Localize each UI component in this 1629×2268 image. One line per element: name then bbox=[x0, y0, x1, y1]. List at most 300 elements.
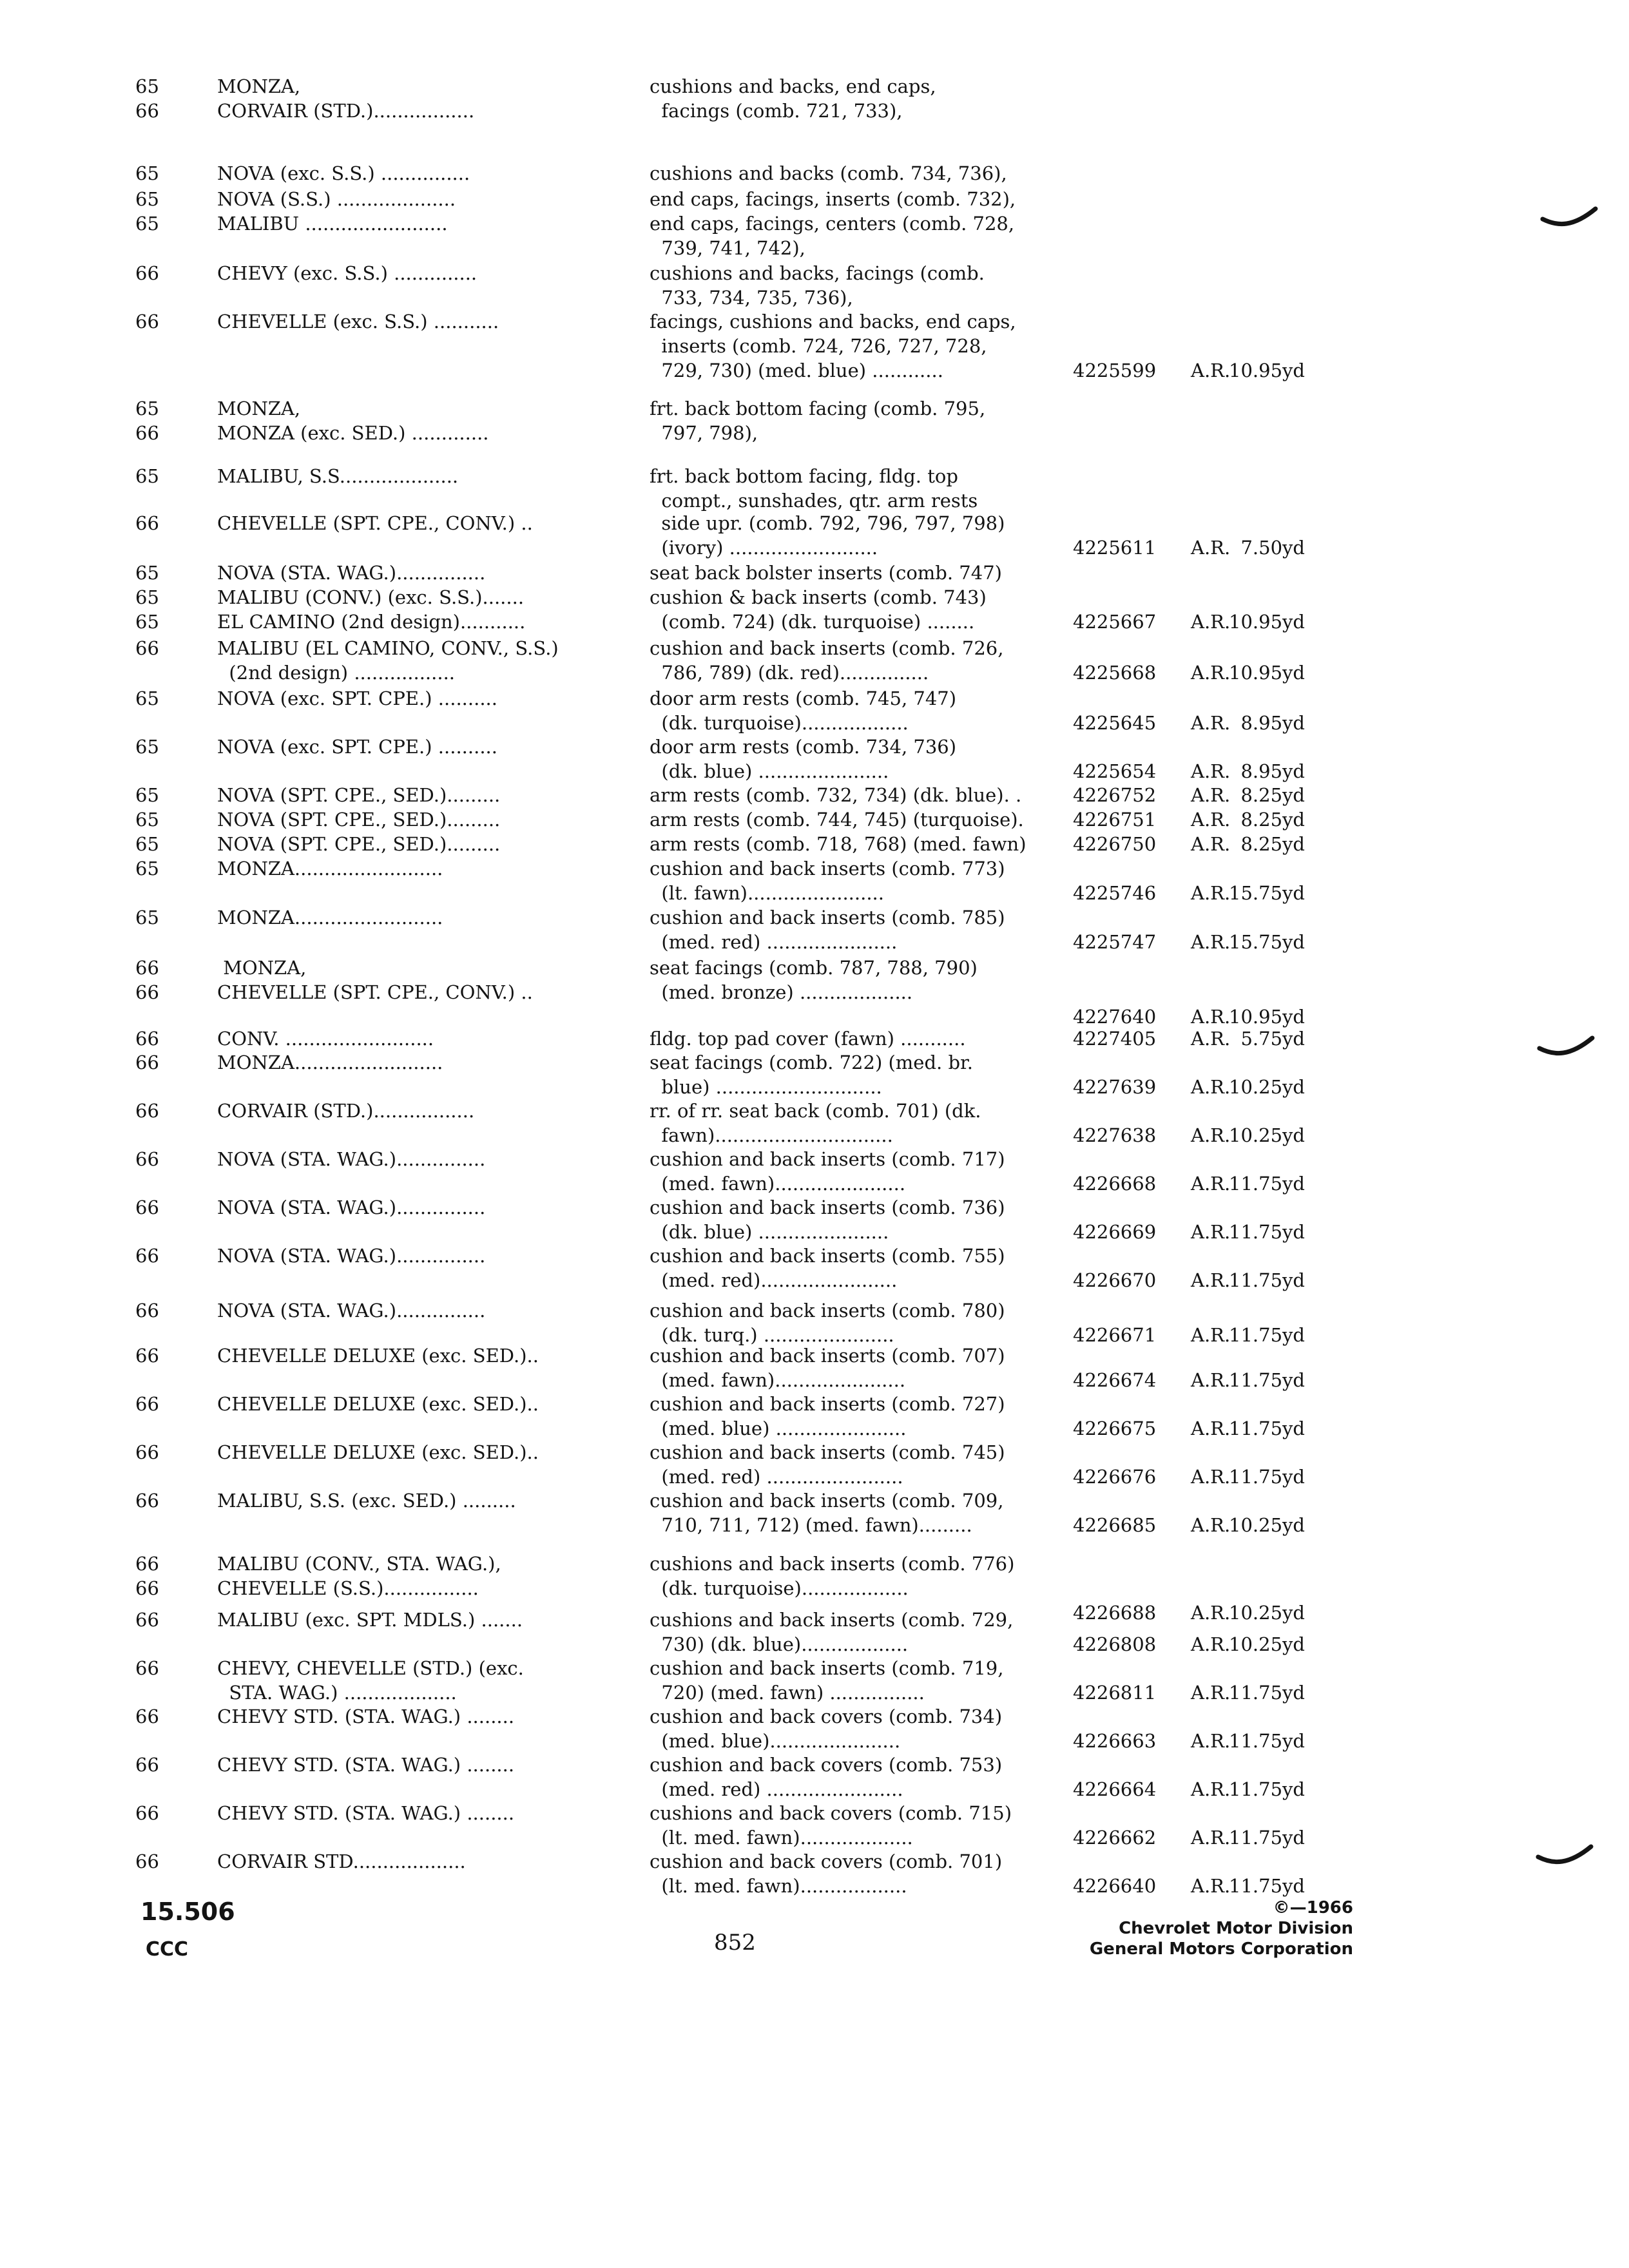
model-cell-line: CHEVY, CHEVELLE (STD.) (exc. bbox=[217, 1657, 524, 1679]
price: 11.75yd bbox=[1229, 1778, 1305, 1800]
part-number: 4226751 bbox=[1073, 809, 1157, 831]
description-cell bbox=[650, 1195, 1062, 1244]
year-cell-line: 66 bbox=[135, 1345, 159, 1367]
price: 15.75yd bbox=[1229, 882, 1305, 904]
model-cell-line: CHEVELLE DELUXE (exc. SED.).. bbox=[217, 1441, 539, 1463]
description-cell-line: (dk. turquoise).................. bbox=[650, 1577, 909, 1599]
year-cell bbox=[135, 1244, 193, 1268]
year-cell bbox=[135, 396, 193, 445]
description-cell-line: blue) ............................ bbox=[650, 1076, 882, 1098]
model-cell bbox=[217, 686, 604, 711]
quantity: A.R. bbox=[1191, 1875, 1231, 1897]
description-cell-line: cushion and back inserts (comb. 717) bbox=[650, 1148, 1005, 1170]
description-cell bbox=[650, 585, 1062, 610]
description-cell-line: 739, 741, 742), bbox=[650, 237, 805, 259]
price: 11.75yd bbox=[1229, 1682, 1305, 1704]
price: 11.75yd bbox=[1229, 1221, 1305, 1243]
year-cell bbox=[135, 1608, 193, 1632]
price: 10.95yd bbox=[1229, 360, 1305, 381]
description-cell bbox=[650, 735, 1062, 783]
model-cell bbox=[217, 561, 604, 585]
description-cell bbox=[650, 74, 1062, 123]
description-cell bbox=[650, 905, 1062, 954]
model-cell-line: CHEVY STD. (STA. WAG.) ........ bbox=[217, 1754, 515, 1776]
part-number: 4226664 bbox=[1073, 1778, 1157, 1800]
quantity: A.R. bbox=[1191, 1076, 1231, 1098]
year-cell bbox=[135, 161, 193, 186]
year-cell bbox=[135, 74, 193, 123]
description-cell-line: fldg. top pad cover (fawn) ........... bbox=[650, 1028, 966, 1050]
part-number: 4225746 bbox=[1073, 882, 1157, 904]
part-number: 4226668 bbox=[1073, 1173, 1157, 1195]
model-cell bbox=[217, 1608, 604, 1632]
model-cell-line: MONZA......................... bbox=[217, 858, 443, 879]
model-cell bbox=[217, 1050, 604, 1075]
year-cell bbox=[135, 905, 193, 930]
model-cell bbox=[217, 1244, 604, 1268]
model-cell bbox=[217, 1704, 604, 1729]
description-cell-line: cushion and back inserts (comb. 785) bbox=[650, 907, 1005, 928]
check-tick-mark-icon bbox=[1540, 205, 1598, 231]
year-cell-line: 66 bbox=[135, 1052, 159, 1073]
model-cell-line: CHEVELLE (S.S.)................ bbox=[217, 1577, 479, 1599]
year-cell-line: 65 bbox=[135, 611, 159, 633]
description-cell-line: 720) (med. fawn) ................ bbox=[650, 1682, 925, 1704]
price: 10.25yd bbox=[1229, 1124, 1305, 1146]
description-cell-line: (med. red)....................... bbox=[650, 1269, 898, 1291]
year-cell-line: 66 bbox=[135, 1850, 159, 1872]
part-number: 4226752 bbox=[1073, 784, 1157, 806]
quantity: A.R. bbox=[1191, 1682, 1231, 1704]
price: 11.75yd bbox=[1229, 1369, 1305, 1391]
description-cell-line: cushion and back inserts (comb. 707) bbox=[650, 1345, 1005, 1367]
quantity: A.R. bbox=[1191, 360, 1231, 381]
description-cell-line: (med. blue) ...................... bbox=[650, 1418, 907, 1439]
description-cell-line: (med. red) ....................... bbox=[650, 1466, 903, 1488]
description-cell-line: inserts (comb. 724, 726, 727, 728, bbox=[650, 335, 987, 357]
quantity: A.R. bbox=[1191, 784, 1231, 806]
year-cell bbox=[135, 610, 193, 634]
description-cell-line: (dk. turquoise).................. bbox=[650, 712, 909, 734]
description-cell-line: cushion and back inserts (comb. 726, bbox=[650, 637, 1004, 659]
description-cell-line: (comb. 724) (dk. turquoise) ........ bbox=[650, 611, 975, 633]
model-cell bbox=[217, 1849, 604, 1874]
year-cell bbox=[135, 1488, 193, 1513]
year-cell bbox=[135, 1099, 193, 1123]
year-cell bbox=[135, 1801, 193, 1825]
model-cell-line: MALIBU ........................ bbox=[217, 213, 448, 235]
model-cell-line: MONZA (exc. SED.) ............. bbox=[217, 422, 489, 444]
price: 11.75yd bbox=[1229, 1418, 1305, 1439]
model-cell-line: CHEVELLE (SPT. CPE., CONV.) .. bbox=[217, 512, 533, 534]
model-cell-line: NOVA (exc. SPT. CPE.) .......... bbox=[217, 736, 497, 758]
description-cell-line: cushion and back inserts (comb. 719, bbox=[650, 1657, 1004, 1679]
year-cell bbox=[135, 1195, 193, 1220]
price: 11.75yd bbox=[1229, 1269, 1305, 1291]
description-cell-line: cushion and back inserts (comb. 727) bbox=[650, 1393, 1005, 1415]
description-cell bbox=[650, 1244, 1062, 1293]
year-cell-line: 66 bbox=[135, 1148, 159, 1170]
description-cell-line: (med. red) ....................... bbox=[650, 1778, 903, 1800]
year-cell bbox=[135, 211, 193, 236]
model-cell-line: MONZA......................... bbox=[217, 1052, 443, 1073]
description-cell bbox=[650, 161, 1062, 186]
model-cell bbox=[217, 464, 604, 488]
year-cell bbox=[135, 1849, 193, 1874]
price: 15.75yd bbox=[1229, 931, 1305, 953]
quantity: A.R. bbox=[1191, 882, 1231, 904]
year-cell bbox=[135, 261, 193, 285]
model-cell-line: NOVA (SPT. CPE., SED.)......... bbox=[217, 809, 501, 831]
description-cell bbox=[650, 1801, 1062, 1850]
model-cell-line: MALIBU (CONV., STA. WAG.), bbox=[217, 1553, 501, 1575]
part-number: 4225611 bbox=[1073, 537, 1157, 559]
year-cell bbox=[135, 464, 193, 488]
description-cell-line: 797, 798), bbox=[650, 422, 758, 444]
year-cell bbox=[135, 956, 193, 1004]
description-cell bbox=[650, 1343, 1062, 1392]
part-number: 4226685 bbox=[1073, 1514, 1157, 1536]
quantity: A.R. bbox=[1191, 1269, 1231, 1291]
part-number: 4225645 bbox=[1073, 712, 1157, 734]
year-cell bbox=[135, 187, 193, 211]
model-cell-line: MONZA, bbox=[217, 398, 301, 419]
part-number: 4226675 bbox=[1073, 1418, 1157, 1439]
description-cell-line: 729, 730) (med. blue) ............ bbox=[650, 360, 943, 381]
part-number: 4227638 bbox=[1073, 1124, 1157, 1146]
year-cell-line: 66 bbox=[135, 1196, 159, 1218]
description-cell-line: 730) (dk. blue).................. bbox=[650, 1633, 909, 1655]
part-number: 4225747 bbox=[1073, 931, 1157, 953]
copyright-block bbox=[1031, 1898, 1353, 1959]
description-cell-line: end caps, facings, inserts (comb. 732), bbox=[650, 188, 1016, 210]
part-number: 4226808 bbox=[1073, 1633, 1157, 1655]
model-cell bbox=[217, 309, 604, 334]
description-cell bbox=[650, 511, 1062, 560]
year-cell-line: 66 bbox=[135, 1802, 159, 1824]
year-cell-line: 65 bbox=[135, 465, 159, 487]
model-cell bbox=[217, 211, 604, 236]
year-cell-line: 65 bbox=[135, 586, 159, 608]
year-cell-line: 66 bbox=[135, 957, 159, 979]
year-cell-line: 65 bbox=[135, 858, 159, 879]
part-number: 4226671 bbox=[1073, 1324, 1157, 1346]
description-cell-line: cushions and backs (comb. 734, 736), bbox=[650, 162, 1007, 184]
part-number: 4225667 bbox=[1073, 611, 1157, 633]
part-number: 4225654 bbox=[1073, 760, 1157, 782]
part-number: 4226676 bbox=[1073, 1466, 1157, 1488]
description-cell bbox=[650, 807, 1062, 832]
description-cell-line: cushion and back inserts (comb. 736) bbox=[650, 1196, 1005, 1218]
model-cell-line: NOVA (SPT. CPE., SED.)......... bbox=[217, 784, 501, 806]
description-cell-line: (med. fawn)...................... bbox=[650, 1369, 906, 1391]
price: 5.75yd bbox=[1240, 1028, 1305, 1050]
quantity: A.R. bbox=[1191, 1633, 1231, 1655]
description-cell bbox=[650, 1298, 1062, 1347]
catalog-code: CCC bbox=[146, 1938, 189, 1961]
year-cell-line: 66 bbox=[135, 1657, 159, 1679]
quantity: A.R. bbox=[1191, 931, 1231, 953]
part-number: 4226640 bbox=[1073, 1875, 1157, 1897]
description-cell-line: fawn).............................. bbox=[650, 1124, 893, 1146]
description-cell bbox=[650, 187, 1062, 211]
part-number: 4226750 bbox=[1073, 833, 1157, 855]
description-cell bbox=[650, 956, 1062, 1004]
year-cell-line: 65 bbox=[135, 784, 159, 806]
year-cell-line: 66 bbox=[135, 512, 159, 534]
description-cell bbox=[650, 1704, 1062, 1753]
model-cell bbox=[217, 610, 604, 634]
year-cell-line: 66 bbox=[135, 422, 159, 444]
price: 10.25yd bbox=[1229, 1514, 1305, 1536]
description-cell-line: side upr. (comb. 792, 796, 797, 798) bbox=[650, 512, 1005, 534]
year-cell-line: 66 bbox=[135, 1490, 159, 1512]
part-number: 4226688 bbox=[1073, 1602, 1157, 1624]
year-cell-line: 66 bbox=[135, 1609, 159, 1631]
description-cell bbox=[650, 396, 1062, 445]
description-cell-line: seat back bolster inserts (comb. 747) bbox=[650, 562, 1002, 584]
description-cell-line: cushion and back covers (comb. 701) bbox=[650, 1850, 1003, 1872]
year-cell-line: 66 bbox=[135, 1028, 159, 1050]
description-cell-line: (med. bronze) ................... bbox=[650, 981, 913, 1003]
description-cell bbox=[650, 1099, 1062, 1148]
model-cell-line: CORVAIR (STD.)................. bbox=[217, 100, 475, 122]
year-cell bbox=[135, 636, 193, 660]
description-cell bbox=[650, 261, 1062, 310]
year-cell bbox=[135, 807, 193, 832]
model-cell-line: CHEVY STD. (STA. WAG.) ........ bbox=[217, 1802, 515, 1824]
description-cell bbox=[650, 1608, 1062, 1657]
description-cell-line: (med. red) ...................... bbox=[650, 931, 898, 953]
quantity: A.R. bbox=[1191, 1369, 1231, 1391]
description-cell-line: (lt. med. fawn).................. bbox=[650, 1875, 907, 1897]
model-cell-line: NOVA (exc. S.S.) ............... bbox=[217, 162, 470, 184]
description-cell-line: (dk. turq.) ...................... bbox=[650, 1324, 894, 1346]
quantity: A.R. bbox=[1191, 1324, 1231, 1346]
description-cell-line: (med. fawn)...................... bbox=[650, 1173, 906, 1195]
model-cell-line: MALIBU (exc. SPT. MDLS.) ....... bbox=[217, 1609, 523, 1631]
year-cell bbox=[135, 735, 193, 759]
model-cell-line: MALIBU (CONV.) (exc. S.S.)....... bbox=[217, 586, 525, 608]
quantity: A.R. bbox=[1191, 611, 1231, 633]
model-cell-line: CORVAIR STD................... bbox=[217, 1850, 466, 1872]
year-cell-line: 66 bbox=[135, 1300, 159, 1321]
description-cell-line: cushion and back inserts (comb. 773) bbox=[650, 858, 1005, 879]
model-cell bbox=[217, 783, 604, 807]
quantity: A.R. bbox=[1191, 1514, 1231, 1536]
model-cell-line: NOVA (S.S.) .................... bbox=[217, 188, 456, 210]
model-cell bbox=[217, 1753, 604, 1777]
quantity: A.R. bbox=[1191, 1418, 1231, 1439]
price: 10.95yd bbox=[1229, 611, 1305, 633]
check-tick-mark-icon bbox=[1536, 1843, 1594, 1869]
year-cell bbox=[135, 832, 193, 856]
year-cell bbox=[135, 1753, 193, 1777]
year-cell-line: 65 bbox=[135, 736, 159, 758]
year-cell-line: 65 bbox=[135, 687, 159, 709]
model-cell-line: MONZA, bbox=[217, 957, 307, 979]
year-cell bbox=[135, 1440, 193, 1465]
part-number: 4226663 bbox=[1073, 1730, 1157, 1752]
part-number: 4225668 bbox=[1073, 662, 1157, 684]
model-cell bbox=[217, 856, 604, 881]
description-cell-line: arm rests (comb. 718, 768) (med. fawn) bbox=[650, 833, 1027, 855]
model-cell-line: CHEVELLE (SPT. CPE., CONV.) .. bbox=[217, 981, 533, 1003]
price: 11.75yd bbox=[1229, 1730, 1305, 1752]
year-cell bbox=[135, 783, 193, 807]
year-cell bbox=[135, 686, 193, 711]
year-cell-line: 65 bbox=[135, 75, 159, 97]
model-cell bbox=[217, 1026, 604, 1051]
description-cell-line: cushion and back inserts (comb. 780) bbox=[650, 1300, 1005, 1321]
check-tick-mark-icon bbox=[1537, 1034, 1595, 1060]
quantity: A.R. bbox=[1191, 760, 1231, 782]
quantity: A.R. bbox=[1191, 1124, 1231, 1146]
year-cell-line: 66 bbox=[135, 1553, 159, 1575]
quantity: A.R. bbox=[1191, 1827, 1231, 1849]
quantity: A.R. bbox=[1191, 537, 1231, 559]
description-cell bbox=[650, 1392, 1062, 1441]
quantity: A.R. bbox=[1191, 1221, 1231, 1243]
description-cell-line: arm rests (comb. 744, 745) (turquoise). bbox=[650, 809, 1024, 831]
model-cell-line: NOVA (STA. WAG.)............... bbox=[217, 562, 486, 584]
model-cell bbox=[217, 396, 604, 445]
model-cell bbox=[217, 956, 604, 1004]
year-cell bbox=[135, 561, 193, 585]
model-cell-line: CHEVELLE DELUXE (exc. SED.).. bbox=[217, 1345, 539, 1367]
description-cell bbox=[650, 832, 1062, 856]
price: 11.75yd bbox=[1229, 1466, 1305, 1488]
year-cell-line: 65 bbox=[135, 907, 159, 928]
year-cell-line: 65 bbox=[135, 188, 159, 210]
model-cell-line: CHEVY STD. (STA. WAG.) ........ bbox=[217, 1706, 515, 1727]
model-cell bbox=[217, 1298, 604, 1323]
year-cell bbox=[135, 1050, 193, 1075]
model-cell-line: NOVA (exc. SPT. CPE.) .......... bbox=[217, 687, 497, 709]
model-cell-line: CHEVELLE DELUXE (exc. SED.).. bbox=[217, 1393, 539, 1415]
year-cell-line: 66 bbox=[135, 1577, 159, 1599]
part-number: 4226669 bbox=[1073, 1221, 1157, 1243]
price: 10.95yd bbox=[1229, 662, 1305, 684]
price: 10.95yd bbox=[1229, 1006, 1305, 1028]
description-cell-line: cushion and back inserts (comb. 755) bbox=[650, 1245, 1005, 1267]
year-cell-line: 66 bbox=[135, 100, 159, 122]
year-cell bbox=[135, 585, 193, 610]
quantity: A.R. bbox=[1191, 1466, 1231, 1488]
part-number: 4226674 bbox=[1073, 1369, 1157, 1391]
model-cell bbox=[217, 511, 604, 535]
description-cell bbox=[650, 1488, 1062, 1537]
quantity: A.R. bbox=[1191, 1006, 1231, 1028]
price: 10.25yd bbox=[1229, 1633, 1305, 1655]
model-cell bbox=[217, 1392, 604, 1416]
model-cell bbox=[217, 905, 604, 930]
description-cell-line: (dk. blue) ...................... bbox=[650, 760, 889, 782]
description-cell bbox=[650, 1849, 1062, 1898]
price: 8.25yd bbox=[1240, 809, 1305, 831]
model-cell-line: CONV. ......................... bbox=[217, 1028, 434, 1050]
description-cell-line: facings, cushions and backs, end caps, bbox=[650, 311, 1016, 332]
description-cell-line: seat facings (comb. 787, 788, 790) bbox=[650, 957, 978, 979]
quantity: A.R. bbox=[1191, 1028, 1231, 1050]
part-number: 4226662 bbox=[1073, 1827, 1157, 1849]
model-cell-line: NOVA (STA. WAG.)............... bbox=[217, 1245, 486, 1267]
year-cell-line: 66 bbox=[135, 1100, 159, 1122]
description-cell bbox=[650, 636, 1062, 685]
description-cell bbox=[650, 1440, 1062, 1489]
description-cell-line: facings (comb. 721, 733), bbox=[650, 100, 903, 122]
model-cell-line: CHEVY (exc. S.S.) .............. bbox=[217, 262, 477, 284]
description-cell-line: seat facings (comb. 722) (med. br. bbox=[650, 1052, 973, 1073]
description-cell bbox=[650, 1050, 1062, 1099]
model-cell bbox=[217, 261, 604, 285]
description-cell bbox=[650, 1656, 1062, 1705]
model-cell-line: NOVA (STA. WAG.)............... bbox=[217, 1148, 486, 1170]
description-cell bbox=[650, 464, 1062, 513]
model-cell bbox=[217, 161, 604, 186]
description-cell-line: rr. of rr. seat back (comb. 701) (dk. bbox=[650, 1100, 981, 1122]
year-cell bbox=[135, 1298, 193, 1323]
year-cell-line: 65 bbox=[135, 398, 159, 419]
description-cell-line: (ivory) ......................... bbox=[650, 537, 878, 559]
price: 8.25yd bbox=[1240, 833, 1305, 855]
description-cell-line: frt. back bottom facing (comb. 795, bbox=[650, 398, 986, 419]
description-cell bbox=[650, 309, 1062, 383]
description-cell-line: (lt. med. fawn)................... bbox=[650, 1827, 913, 1849]
description-cell-line: cushions and backs, facings (comb. bbox=[650, 262, 985, 284]
year-cell-line: 66 bbox=[135, 981, 159, 1003]
year-cell bbox=[135, 1147, 193, 1171]
year-cell-line: 66 bbox=[135, 1754, 159, 1776]
price: 7.50yd bbox=[1240, 537, 1305, 559]
description-cell-line: (lt. fawn)....................... bbox=[650, 882, 884, 904]
description-cell bbox=[650, 211, 1062, 260]
year-cell-line: 66 bbox=[135, 1245, 159, 1267]
model-cell-line: STA. WAG.) ................... bbox=[217, 1682, 457, 1704]
price: 11.75yd bbox=[1229, 1875, 1305, 1897]
description-cell bbox=[650, 610, 1062, 634]
model-cell bbox=[217, 1147, 604, 1171]
year-cell-line: 65 bbox=[135, 213, 159, 235]
model-cell bbox=[217, 1099, 604, 1123]
description-cell bbox=[650, 783, 1062, 807]
quantity: A.R. bbox=[1191, 809, 1231, 831]
year-cell-line: 65 bbox=[135, 809, 159, 831]
model-cell bbox=[217, 1656, 604, 1705]
year-cell-line: 66 bbox=[135, 637, 159, 659]
model-cell-line: EL CAMINO (2nd design)........... bbox=[217, 611, 526, 633]
model-cell bbox=[217, 1195, 604, 1220]
price: 8.95yd bbox=[1240, 712, 1305, 734]
year-cell bbox=[135, 1552, 193, 1600]
price: 11.75yd bbox=[1229, 1173, 1305, 1195]
price: 10.25yd bbox=[1229, 1076, 1305, 1098]
description-cell-line: cushions and back inserts (comb. 729, bbox=[650, 1609, 1014, 1631]
price: 11.75yd bbox=[1229, 1324, 1305, 1346]
year-cell bbox=[135, 856, 193, 881]
description-cell-line: (med. blue)...................... bbox=[650, 1730, 901, 1752]
model-cell bbox=[217, 735, 604, 759]
model-cell-line: MALIBU, S.S. (exc. SED.) ......... bbox=[217, 1490, 516, 1512]
description-cell bbox=[650, 1552, 1062, 1600]
description-cell-line: door arm rests (comb. 745, 747) bbox=[650, 687, 957, 709]
year-cell-line: 65 bbox=[135, 562, 159, 584]
part-number: 4225599 bbox=[1073, 360, 1157, 381]
page-number: 852 bbox=[714, 1930, 756, 1956]
year-cell bbox=[135, 1656, 193, 1680]
description-cell-line: cushion and back covers (comb. 753) bbox=[650, 1754, 1003, 1776]
model-cell-line: NOVA (SPT. CPE., SED.)......... bbox=[217, 833, 501, 855]
